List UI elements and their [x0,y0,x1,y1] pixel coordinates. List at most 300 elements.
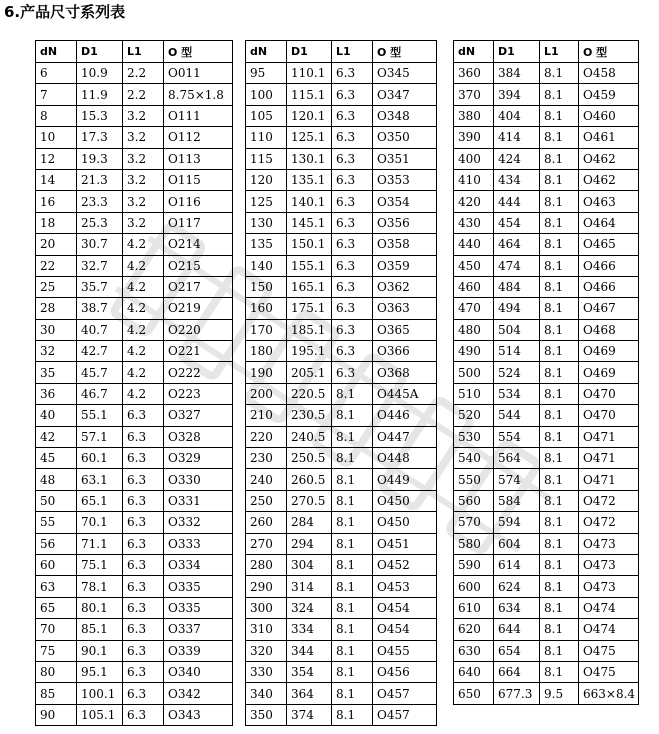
d1-cell: 534 [494,383,540,404]
d1-cell: 145.1 [287,212,332,233]
o-ring-cell: O329 [164,448,233,469]
l1-cell: 8.1 [540,212,579,233]
table-row [246,191,437,212]
d1-cell: 70.1 [77,512,123,533]
o-ring-cell: O111 [164,105,233,126]
o-ring-cell: O457 [373,683,437,704]
dn-cell: 25 [36,276,77,297]
d1-cell: 46.7 [77,383,123,404]
d1-cell: 90.1 [77,640,123,661]
l1-cell: 8.1 [540,533,579,554]
dn-cell: 220 [246,426,287,447]
dn-cell: 450 [454,255,494,276]
l1-cell: 6.3 [123,661,164,682]
o-ring-cell: O473 [579,533,639,554]
l1-cell: 6.3 [332,127,373,148]
l1-cell: 8.1 [332,533,373,554]
l1-cell: 4.2 [123,276,164,297]
l1-cell: 8.1 [540,512,579,533]
dn-cell: 470 [454,298,494,319]
d1-cell: 644 [494,619,540,640]
table-row [36,533,233,554]
dn-cell: 100 [246,84,287,105]
dn-cell: 45 [36,448,77,469]
d1-cell: 504 [494,319,540,340]
d1-cell: 374 [287,704,332,725]
o-ring-cell: O327 [164,405,233,426]
table-row [454,448,639,469]
o-ring-cell: O368 [373,362,437,383]
d1-cell: 21.3 [77,169,123,190]
l1-cell: 6.3 [332,105,373,126]
l1-cell: 6.3 [123,576,164,597]
dn-cell: 48 [36,469,77,490]
dn-cell: 56 [36,533,77,554]
table-row [36,298,233,319]
dn-cell: 630 [454,640,494,661]
dn-cell: 42 [36,426,77,447]
d1-cell: 220.5 [287,383,332,404]
dn-cell: 8 [36,105,77,126]
d1-cell: 165.1 [287,276,332,297]
table-row [454,191,639,212]
table-row [36,276,233,297]
o-ring-cell: 8.75×1.8 [164,84,233,105]
d1-cell: 95.1 [77,661,123,682]
table-row [454,169,639,190]
dn-cell: 115 [246,148,287,169]
d1-cell: 484 [494,276,540,297]
d1-cell: 250.5 [287,448,332,469]
table-row [36,576,233,597]
header-o-ring: O 型 [373,41,437,63]
dn-cell: 20 [36,234,77,255]
d1-cell: 384 [494,63,540,84]
l1-cell: 4.2 [123,319,164,340]
dn-cell: 340 [246,683,287,704]
dn-cell: 430 [454,212,494,233]
d1-cell: 404 [494,105,540,126]
l1-cell: 6.3 [332,169,373,190]
o-ring-cell: O455 [373,640,437,661]
header-row [36,41,233,63]
o-ring-cell: O466 [579,255,639,276]
table-row [454,576,639,597]
table-row [246,212,437,233]
d1-cell: 414 [494,127,540,148]
l1-cell: 3.2 [123,105,164,126]
dn-cell: 135 [246,234,287,255]
table-row [36,619,233,640]
header-o-ring: O 型 [579,41,639,63]
d1-cell: 677.3 [494,683,540,704]
l1-cell: 8.1 [332,469,373,490]
o-ring-cell: O345 [373,63,437,84]
dn-cell: 210 [246,405,287,426]
o-ring-cell: O219 [164,298,233,319]
o-ring-cell: O475 [579,661,639,682]
l1-cell: 8.1 [540,448,579,469]
o-ring-cell: O469 [579,341,639,362]
table-row [246,683,437,704]
dn-cell: 170 [246,319,287,340]
dn-cell: 560 [454,490,494,511]
l1-cell: 8.1 [540,148,579,169]
dn-cell: 230 [246,448,287,469]
l1-cell: 8.1 [332,448,373,469]
d1-cell: 364 [287,683,332,704]
header-dn: dN [454,41,494,63]
l1-cell: 6.3 [332,212,373,233]
o-ring-cell: O446 [373,405,437,426]
dn-cell: 510 [454,383,494,404]
dn-cell: 550 [454,469,494,490]
dn-cell: 30 [36,319,77,340]
dn-cell: 65 [36,597,77,618]
l1-cell: 8.1 [332,640,373,661]
table-row [246,341,437,362]
o-ring-cell: O468 [579,319,639,340]
table-row [246,619,437,640]
l1-cell: 2.2 [123,63,164,84]
d1-cell: 434 [494,169,540,190]
dn-cell: 540 [454,448,494,469]
table-row [36,469,233,490]
o-ring-cell: O449 [373,469,437,490]
l1-cell: 6.3 [123,533,164,554]
o-ring-cell: O347 [373,84,437,105]
d1-cell: 65.1 [77,490,123,511]
table-row [454,276,639,297]
o-ring-cell: O353 [373,169,437,190]
o-ring-cell: O351 [373,148,437,169]
l1-cell: 8.1 [540,341,579,362]
o-ring-cell: O466 [579,276,639,297]
d1-cell: 42.7 [77,341,123,362]
d1-cell: 23.3 [77,191,123,212]
dn-cell: 80 [36,661,77,682]
table-row [36,448,233,469]
l1-cell: 6.3 [123,640,164,661]
table-row [454,405,639,426]
l1-cell: 8.1 [332,426,373,447]
o-ring-cell: O448 [373,448,437,469]
table-row [36,127,233,148]
d1-cell: 135.1 [287,169,332,190]
d1-cell: 494 [494,298,540,319]
table-row [246,704,437,725]
o-ring-cell: O359 [373,255,437,276]
o-ring-cell: O337 [164,619,233,640]
l1-cell: 8.1 [540,640,579,661]
d1-cell: 604 [494,533,540,554]
table-row [36,405,233,426]
l1-cell: 6.3 [332,255,373,276]
dn-cell: 70 [36,619,77,640]
table-row [36,683,233,704]
dn-cell: 360 [454,63,494,84]
l1-cell: 8.1 [540,298,579,319]
table-row [246,298,437,319]
o-ring-cell: O335 [164,576,233,597]
table-row [454,554,639,575]
d1-cell: 78.1 [77,576,123,597]
size-table-1 [35,40,233,726]
l1-cell: 6.3 [332,234,373,255]
o-ring-cell: O465 [579,234,639,255]
table-row [454,490,639,511]
table-row [36,234,233,255]
l1-cell: 8.1 [540,576,579,597]
header-dn: dN [246,41,287,63]
dn-cell: 290 [246,576,287,597]
header-o-ring: O 型 [164,41,233,63]
dn-cell: 270 [246,533,287,554]
d1-cell: 474 [494,255,540,276]
dn-cell: 300 [246,597,287,618]
dn-cell: 520 [454,405,494,426]
o-ring-cell: O470 [579,405,639,426]
d1-cell: 15.3 [77,105,123,126]
d1-cell: 564 [494,448,540,469]
table-row [36,169,233,190]
d1-cell: 594 [494,512,540,533]
o-ring-cell: O220 [164,319,233,340]
l1-cell: 8.1 [332,554,373,575]
table-row [36,105,233,126]
o-ring-cell: O366 [373,341,437,362]
dn-cell: 240 [246,469,287,490]
table-row [246,276,437,297]
o-ring-cell: O454 [373,597,437,618]
l1-cell: 6.3 [332,298,373,319]
l1-cell: 6.3 [332,341,373,362]
d1-cell: 464 [494,234,540,255]
l1-cell: 8.1 [540,276,579,297]
table-row [454,619,639,640]
table-row [454,127,639,148]
dn-cell: 35 [36,362,77,383]
table-row [36,704,233,725]
l1-cell: 3.2 [123,127,164,148]
d1-cell: 40.7 [77,319,123,340]
o-ring-cell: O473 [579,554,639,575]
table-row [36,661,233,682]
dn-cell: 400 [454,148,494,169]
table-row [246,84,437,105]
header-l1: L1 [123,41,164,63]
table-row [454,341,639,362]
o-ring-cell: O215 [164,255,233,276]
dn-cell: 200 [246,383,287,404]
d1-cell: 38.7 [77,298,123,319]
dn-cell: 620 [454,619,494,640]
l1-cell: 6.3 [123,704,164,725]
table-row [246,148,437,169]
table-row [454,148,639,169]
dn-cell: 40 [36,405,77,426]
d1-cell: 614 [494,554,540,575]
l1-cell: 6.3 [332,148,373,169]
dn-cell: 260 [246,512,287,533]
l1-cell: 8.1 [540,405,579,426]
dn-cell: 480 [454,319,494,340]
dn-cell: 55 [36,512,77,533]
header-d1: D1 [287,41,332,63]
dn-cell: 460 [454,276,494,297]
o-ring-cell: O343 [164,704,233,725]
o-ring-cell: 663×8.4 [579,683,639,704]
d1-cell: 120.1 [287,105,332,126]
table-row [36,554,233,575]
table-row [246,597,437,618]
o-ring-cell: O354 [373,191,437,212]
d1-cell: 240.5 [287,426,332,447]
d1-cell: 354 [287,661,332,682]
d1-cell: 195.1 [287,341,332,362]
table-row [246,127,437,148]
table-row [246,405,437,426]
o-ring-cell: O331 [164,490,233,511]
o-ring-cell: O472 [579,512,639,533]
o-ring-cell: O452 [373,554,437,575]
o-ring-cell: O340 [164,661,233,682]
table-row [246,490,437,511]
l1-cell: 8.1 [540,105,579,126]
table-row [246,576,437,597]
dn-cell: 350 [246,704,287,725]
l1-cell: 8.1 [540,554,579,575]
d1-cell: 100.1 [77,683,123,704]
o-ring-cell: O453 [373,576,437,597]
d1-cell: 57.1 [77,426,123,447]
o-ring-cell: O456 [373,661,437,682]
l1-cell: 8.1 [540,426,579,447]
l1-cell: 2.2 [123,84,164,105]
o-ring-cell: O473 [579,576,639,597]
o-ring-cell: O011 [164,63,233,84]
d1-cell: 574 [494,469,540,490]
dn-cell: 12 [36,148,77,169]
l1-cell: 4.2 [123,341,164,362]
d1-cell: 344 [287,640,332,661]
dn-cell: 7 [36,84,77,105]
l1-cell: 6.3 [123,512,164,533]
d1-cell: 19.3 [77,148,123,169]
dn-cell: 110 [246,127,287,148]
l1-cell: 6.3 [123,448,164,469]
table-row [36,490,233,511]
d1-cell: 394 [494,84,540,105]
dn-cell: 140 [246,255,287,276]
o-ring-cell: O328 [164,426,233,447]
l1-cell: 6.3 [123,597,164,618]
dn-cell: 500 [454,362,494,383]
o-ring-cell: O470 [579,383,639,404]
l1-cell: 6.3 [123,554,164,575]
d1-cell: 10.9 [77,63,123,84]
dn-cell: 125 [246,191,287,212]
dn-cell: 95 [246,63,287,84]
dn-cell: 530 [454,426,494,447]
d1-cell: 294 [287,533,332,554]
table-row [36,341,233,362]
d1-cell: 80.1 [77,597,123,618]
d1-cell: 424 [494,148,540,169]
table-row [246,362,437,383]
table-row [454,84,639,105]
d1-cell: 32.7 [77,255,123,276]
dn-cell: 280 [246,554,287,575]
table-row [36,383,233,404]
d1-cell: 314 [287,576,332,597]
l1-cell: 8.1 [540,191,579,212]
page-title: 6.产品尺寸系列表 [4,3,126,21]
dn-cell: 440 [454,234,494,255]
table-row [246,640,437,661]
d1-cell: 584 [494,490,540,511]
o-ring-cell: O342 [164,683,233,704]
o-ring-cell: O458 [579,63,639,84]
l1-cell: 8.1 [540,597,579,618]
header-l1: L1 [332,41,373,63]
size-table-3 [453,40,639,705]
table-row [246,169,437,190]
d1-cell: 60.1 [77,448,123,469]
table-row [454,255,639,276]
header-d1: D1 [494,41,540,63]
o-ring-cell: O462 [579,148,639,169]
d1-cell: 230.5 [287,405,332,426]
dn-cell: 75 [36,640,77,661]
d1-cell: 175.1 [287,298,332,319]
l1-cell: 6.3 [332,319,373,340]
o-ring-cell: O350 [373,127,437,148]
l1-cell: 8.1 [540,490,579,511]
table-row [246,255,437,276]
o-ring-cell: O222 [164,362,233,383]
table-row [246,234,437,255]
o-ring-cell: O117 [164,212,233,233]
table-row [454,533,639,554]
l1-cell: 4.2 [123,255,164,276]
d1-cell: 55.1 [77,405,123,426]
l1-cell: 6.3 [123,405,164,426]
o-ring-cell: O474 [579,619,639,640]
table-row [36,255,233,276]
d1-cell: 45.7 [77,362,123,383]
l1-cell: 8.1 [540,84,579,105]
o-ring-cell: O332 [164,512,233,533]
d1-cell: 30.7 [77,234,123,255]
dn-cell: 6 [36,63,77,84]
o-ring-cell: O358 [373,234,437,255]
o-ring-cell: O363 [373,298,437,319]
dn-cell: 36 [36,383,77,404]
o-ring-cell: O454 [373,619,437,640]
l1-cell: 6.3 [332,63,373,84]
l1-cell: 8.1 [332,661,373,682]
d1-cell: 140.1 [287,191,332,212]
table-row [36,597,233,618]
d1-cell: 105.1 [77,704,123,725]
dn-cell: 105 [246,105,287,126]
d1-cell: 324 [287,597,332,618]
d1-cell: 25.3 [77,212,123,233]
table-row [36,191,233,212]
table-row [246,448,437,469]
l1-cell: 9.5 [540,683,579,704]
